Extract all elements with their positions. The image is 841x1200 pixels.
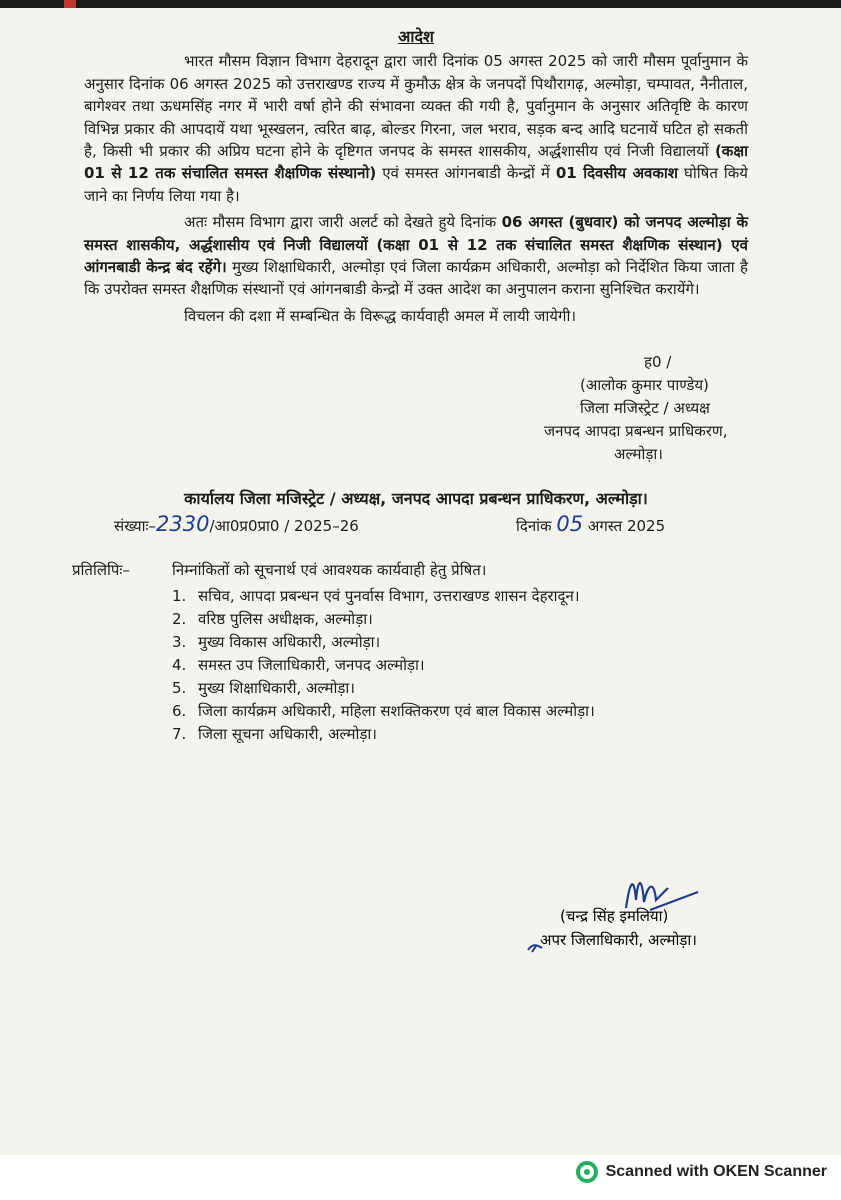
para1-end-text: घोषित किये जाने का निर्णय लिया गया है। xyxy=(84,164,748,205)
para2-end-text: मुख्य शिक्षाधिकारी, अल्मोड़ा एवं जिला कार्यक्रम अधिकारी, अल्मोड़ा को निर्देशित किया जाता है कि उपरोक्त समस्त शैक्षणिक संस्थानों एवं आंगनबाडी केन्द्रो में उक्त आदेश का अनुपालन कराना सुनिश्चित करायेंगे। xyxy=(84,258,748,299)
number-rest: /आ0प्र0प्रा0 / 2025–26 xyxy=(209,516,359,535)
oken-scanner-logo-icon xyxy=(576,1161,598,1183)
order-paragraph-3 xyxy=(84,305,748,327)
handwritten-date: 05 xyxy=(556,511,584,536)
order-paragraph-1 xyxy=(84,50,748,207)
para1-bold2-text: 01 दिवसीय अवकाश xyxy=(555,164,678,183)
sd-mark: ह0 / xyxy=(644,353,672,372)
list-item: 2. वरिष्ठ पुलिस अधीक्षक, अल्मोड़ा। xyxy=(172,610,373,629)
signatory-place: अल्मोड़ा। xyxy=(614,445,663,464)
handwritten-number: 2330 xyxy=(156,511,210,536)
list-item: 4. समस्त उप जिलाधिकारी, जनपद अल्मोड़ा। xyxy=(172,656,425,675)
date-label: दिनांक xyxy=(516,516,552,535)
para3-text: विचलन की दशा में सम्बन्धित के विरूद्ध कार्यवाही अमल में लायी जायेगी। xyxy=(184,306,577,325)
page-title: आदेश xyxy=(398,27,434,46)
copy-label: प्रतिलिपिः– xyxy=(72,560,130,579)
dm-signature-block xyxy=(544,351,748,466)
scanner-text: Scanned with OKEN Scanner xyxy=(605,1163,827,1180)
signatory-designation: जिला मजिस्ट्रेट / अध्यक्ष xyxy=(580,399,710,418)
list-item: 1. सचिव, आपदा प्रबन्धन एवं पुनर्वास विभाग, उत्तराखण्ड शासन देहरादून। xyxy=(172,587,580,606)
scanner-watermark xyxy=(576,1160,827,1184)
order-paragraph-2 xyxy=(84,211,748,301)
ink-mark-icon xyxy=(526,942,544,956)
adm-name: (चन्द्र सिंह इमलिया) xyxy=(560,907,669,925)
para1-text: भारत मौसम विज्ञान विभाग देहरादून द्वारा जारी दिनांक 05 अगस्त 2025 को जारी मौसम पूर्वानुमान के अनुसार दिनांक 06 अगस्त 2025 को उत्तराखण्ड राज्य में कुमौऊ क्षेत्र के जनपदों पिथौरागढ़, अल्मोड़ा, चम्पावत, नैनीताल, बागेश्वर तथा ऊधमसिंह नगर में भारी वर्षा होने की संभावना व्यक्त की गयी है, पुर्वानुमान के अनुसार अतिवृष्टि के कारण विभिन्न प्रकार की आपदायें यथा भूस्खलन, त्वरित बाढ़, बोल्डर गिरना, जल भराव, सड़क बन्द आदि घटनायें घटित हो सकती है, किसी भी प्रकार की अप्रिय घटना होने के दृष्टिगत जनपद के समस्त शासकीय, अर्द्धशासीय एवं निजी विद्यालयों xyxy=(84,52,748,161)
date-rest: अगस्त 2025 xyxy=(587,516,666,535)
number-label: संख्याः– xyxy=(114,516,157,535)
reference-date xyxy=(516,513,665,537)
copy-to-heading xyxy=(72,559,748,581)
order-document xyxy=(72,26,748,746)
para2-start-text: अतः मौसम विभाग द्वारा जारी अलर्ट को देखते हुये दिनांक xyxy=(184,213,497,232)
list-item: 7. जिला सूचना अधिकारी, अल्मोड़ा। xyxy=(172,725,377,744)
copy-recipient-list xyxy=(172,585,748,746)
signatory-name: (आलोक कुमार पाण्डेय) xyxy=(580,376,709,395)
para2-bold-text: 06 अगस्त (बुधवार) को जनपद अल्मोड़ा के समस्त शासकीय, अर्द्धशासीय एवं निजी विद्यालयों (कक्षा 01 से 12 तक संचालित समस्त शैक्षणिक संस्थान) एवं आंगनबाडी केन्द्र बंद रहेंगे। xyxy=(84,213,748,277)
para1-mid-text: एवं समस्त आंगनबाडी केन्द्रों में xyxy=(382,164,550,183)
office-heading: कार्यालय जिला मजिस्ट्रेट / अध्यक्ष, जनपद आपदा प्रबन्धन प्राधिकरण, अल्मोड़ा। xyxy=(184,489,648,509)
reference-number xyxy=(114,513,359,537)
copy-intro: निम्नांकितों को सूचनार्थ एवं आवश्यक कार्यवाही हेतु प्रेषित। xyxy=(172,560,487,579)
list-item: 3. मुख्य विकास अधिकारी, अल्मोड़ा। xyxy=(172,633,381,652)
signatory-authority: जनपद आपदा प्रबन्धन प्राधिकरण, xyxy=(544,422,728,441)
adm-designation: अपर जिलाधिकारी, अल्मोड़ा। xyxy=(540,931,697,949)
para1-bold-text: (कक्षा 01 से 12 तक संचालित समस्त शैक्षणिक संस्थानो) xyxy=(84,142,748,183)
list-item: 5. मुख्य शिक्षाधिकारी, अल्मोड़ा। xyxy=(172,679,355,698)
reference-line xyxy=(114,511,748,537)
list-item: 6. जिला कार्यक्रम अधिकारी, महिला सशक्तिकरण एवं बाल विकास अल्मोड़ा। xyxy=(172,702,595,721)
